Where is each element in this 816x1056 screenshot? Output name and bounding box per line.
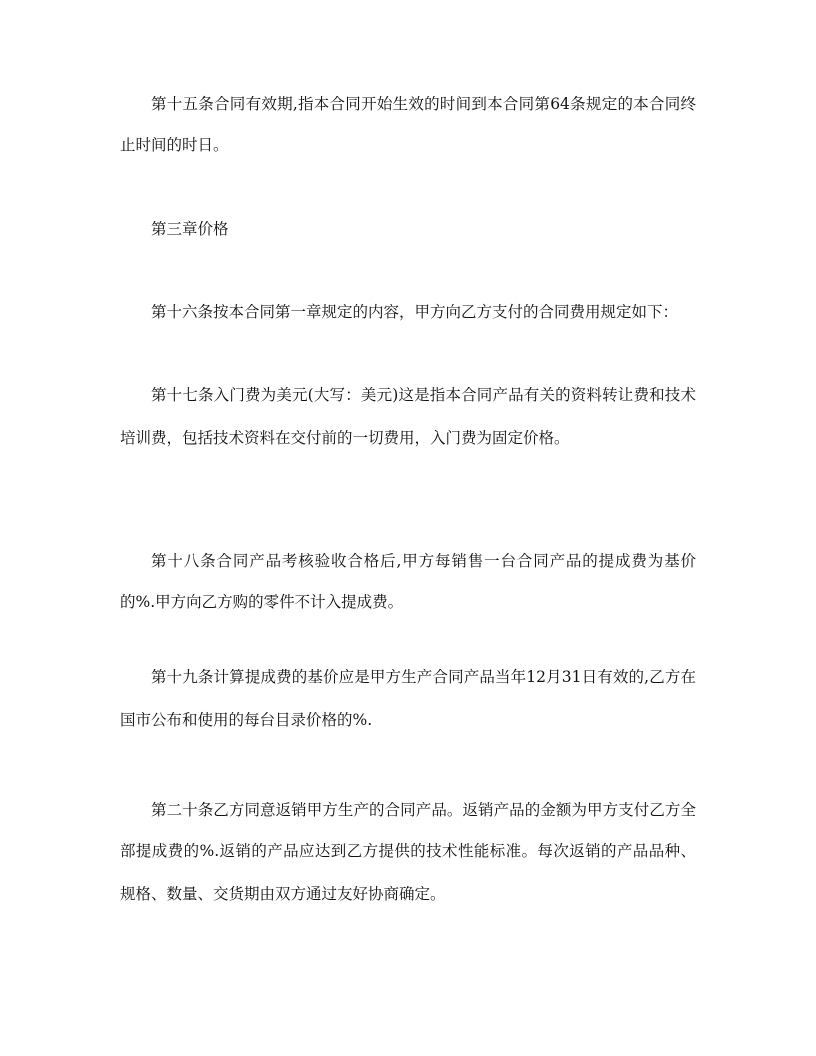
article-text: 乙方同意返销甲方生产的合同产品。返销产品的金额为甲方支付乙方全部提成费的 (120, 801, 696, 860)
article-number: 第二十条 (151, 801, 214, 819)
article-number: 第十八条 (151, 552, 217, 570)
article-18 (120, 541, 696, 625)
article-text: 美元(大写： (276, 386, 361, 404)
article-20 (120, 790, 696, 915)
article-number: 第十九条 (151, 668, 214, 686)
article-number: 第十五条 (151, 95, 215, 113)
article-text: 入门费为 (213, 386, 277, 404)
article-text: %.返销的产品应达到乙方提供的技术性能标准。每次返销的产品品种、规格、数量、交货期由双方通过友好协商确定。 (120, 842, 696, 903)
article-text: 计算提成费的基价应是甲方生产合同产品当年12月31日有效的,乙方在 (213, 668, 696, 686)
article-number: 第十七条 (151, 386, 214, 404)
article-15 (120, 84, 696, 166)
article-text: %. (352, 711, 373, 729)
chapter-3-heading (120, 209, 696, 250)
article-19 (120, 657, 696, 743)
article-16 (120, 292, 696, 333)
article-text: 美元)这是指本合同产品有关的资料转让费和技术培训费，包括技术资料在交付前的一切费用，入门费为固定价格。 (120, 386, 696, 447)
article-text: 按本合同第一章规定的内容，甲方向乙方支付的合同费用规定如下： (213, 303, 679, 321)
article-text: %.甲方向乙方购的零件不计入提成费。 (135, 593, 404, 611)
article-17 (120, 375, 696, 459)
article-text: 市公布和使用的每台目录价格的 (135, 711, 353, 729)
chapter-number: 第三章 (151, 220, 198, 238)
article-number: 第十六条 (151, 303, 214, 321)
chapter-title: 价格 (197, 220, 229, 238)
article-text: 国 (120, 711, 136, 729)
article-text: 合同产品考核验收合格后,甲方每销售一台合同产品的提成费为基价的 (120, 552, 696, 611)
article-text: 合同有效期,指本合同开始生效的时间到本合同第64条规定的本合同终止时间的时日。 (120, 95, 696, 154)
